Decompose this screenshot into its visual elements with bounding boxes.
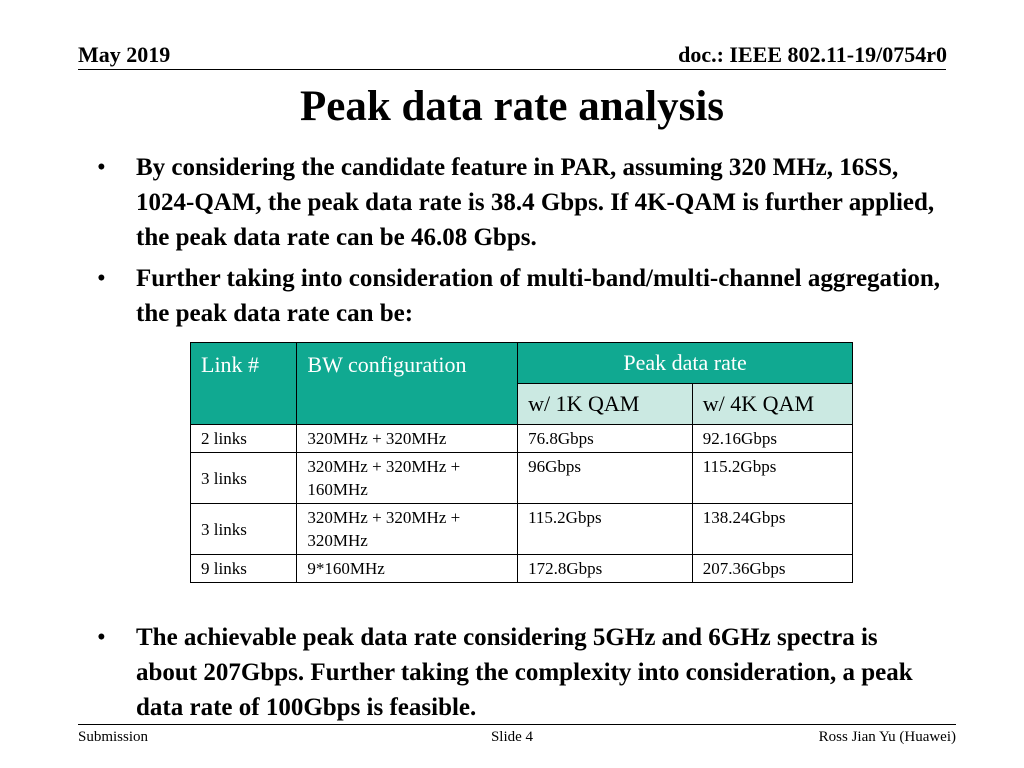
bullet-list-top	[95, 150, 945, 337]
bullet-list-bottom	[95, 620, 945, 731]
cell-bw: 320MHz + 320MHz	[297, 425, 518, 453]
table-row	[191, 453, 853, 504]
cell-link: 3 links	[191, 453, 297, 504]
header-doc-id: doc.: IEEE 802.11-19/0754r0	[678, 42, 947, 67]
table-row	[191, 555, 853, 583]
cell-1k-qam: 96Gbps	[518, 453, 693, 504]
cell-1k-qam: 76.8Gbps	[518, 425, 693, 453]
footer-author: Ross Jian Yu (Huawei)	[818, 729, 956, 745]
cell-1k-qam: 115.2Gbps	[518, 504, 693, 555]
slide-title: Peak data rate analysis	[299, 83, 725, 130]
footer-divider	[78, 724, 956, 725]
bullet-icon: •	[97, 265, 106, 292]
peak-rate-table	[190, 342, 853, 583]
header-peak-rate: Peak data rate	[518, 343, 853, 384]
cell-4k-qam: 115.2Gbps	[692, 453, 852, 504]
cell-4k-qam: 92.16Gbps	[692, 425, 852, 453]
bullet-text: Further taking into consideration of multi-band/multi-channel aggregation, the peak data rate can be:	[136, 265, 940, 327]
cell-4k-qam: 138.24Gbps	[692, 504, 852, 555]
cell-bw: 9*160MHz	[297, 555, 518, 583]
cell-4k-qam: 207.36Gbps	[692, 555, 852, 583]
header-4k-qam: w/ 4K QAM	[692, 384, 852, 425]
bullet-icon: •	[97, 154, 106, 181]
bullet-item	[95, 150, 945, 255]
cell-bw: 320MHz + 320MHz + 320MHz	[297, 504, 518, 555]
cell-link: 9 links	[191, 555, 297, 583]
cell-bw: 320MHz + 320MHz + 160MHz	[297, 453, 518, 504]
cell-link: 3 links	[191, 504, 297, 555]
header-bw-config: BW configuration	[297, 343, 518, 425]
table-row	[191, 504, 853, 555]
header-link: Link #	[191, 343, 297, 425]
footer-submission: Submission	[78, 729, 149, 745]
table-row	[191, 425, 853, 453]
header-1k-qam: w/ 1K QAM	[518, 384, 693, 425]
bullet-item	[95, 261, 945, 331]
table-header-row	[191, 343, 853, 384]
header-date: May 2019	[78, 42, 171, 67]
bullet-text: The achievable peak data rate considering 5GHz and 6GHz spectra is about 207Gbps. Further taking the complexity into consideration, a peak data rate of 100Gbps is feasible.	[136, 624, 913, 721]
footer-slide-number: Slide 4	[490, 729, 534, 745]
bullet-text: By considering the candidate feature in PAR, assuming 320 MHz, 16SS, 1024-QAM, the peak data rate is 38.4 Gbps. If 4K-QAM is further applied, the peak data rate can be 46.08 Gbps.	[136, 154, 935, 251]
header-divider	[78, 69, 946, 70]
cell-link: 2 links	[191, 425, 297, 453]
bullet-icon: •	[97, 624, 106, 651]
bullet-item	[95, 620, 945, 725]
cell-1k-qam: 172.8Gbps	[518, 555, 693, 583]
